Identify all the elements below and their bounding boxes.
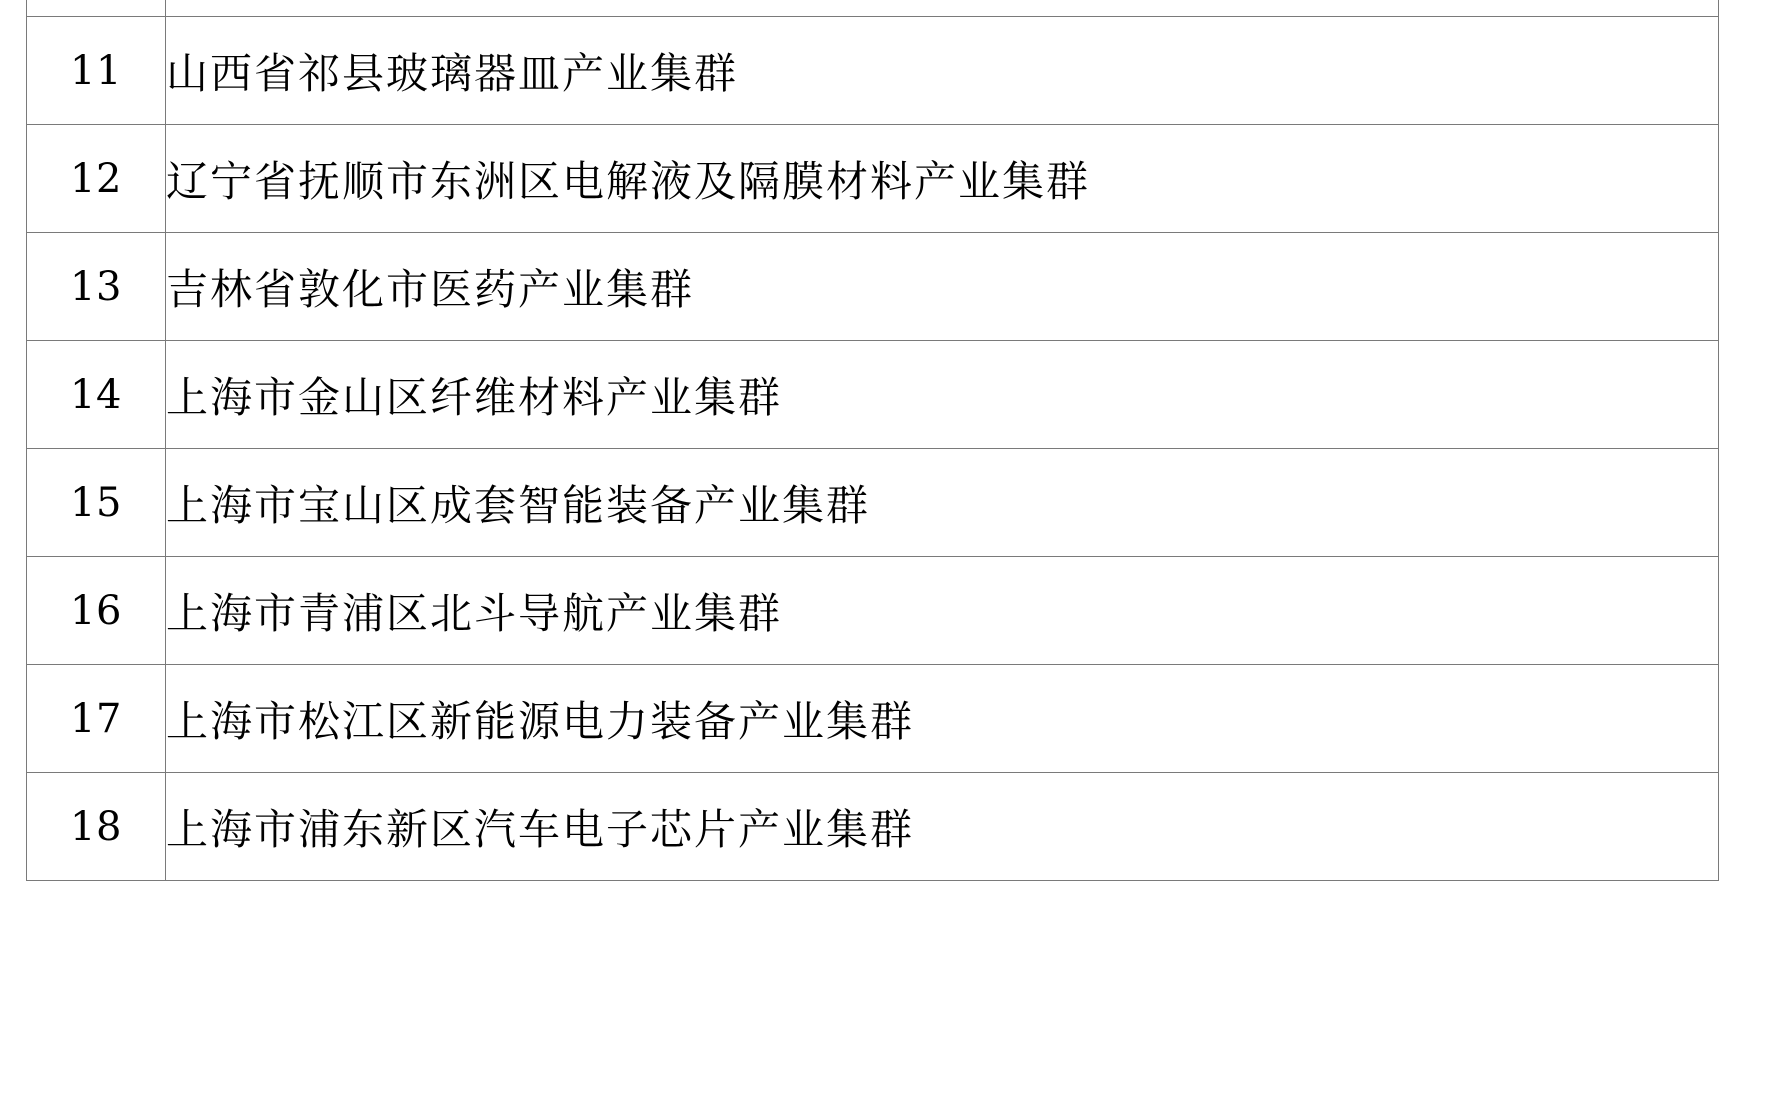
table-row: [27, 125, 1719, 233]
table-row: [27, 449, 1719, 557]
cell-index: 14: [27, 341, 166, 449]
table-container: [26, 0, 1718, 881]
table-row: [27, 665, 1719, 773]
cell-name: 上海市浦东新区汽车电子芯片产业集群: [166, 773, 1719, 881]
cell-name: 上海市金山区纤维材料产业集群: [166, 341, 1719, 449]
cell-name: 辽宁省抚顺市东洲区电解液及隔膜材料产业集群: [166, 125, 1719, 233]
table-row: [27, 17, 1719, 125]
table-row: [27, 557, 1719, 665]
table-row: [27, 233, 1719, 341]
cell-index: 11: [27, 17, 166, 125]
industrial-cluster-table: [26, 0, 1719, 881]
cell-index: 16: [27, 557, 166, 665]
cell-index: 12: [27, 125, 166, 233]
cell-name: 上海市松江区新能源电力装备产业集群: [166, 665, 1719, 773]
table-row: [27, 773, 1719, 881]
cell-name: 山西省祁县玻璃器皿产业集群: [166, 17, 1719, 125]
cell-index-partial: [27, 0, 166, 17]
cell-name: 吉林省敦化市医药产业集群: [166, 233, 1719, 341]
table-body: [27, 0, 1719, 881]
cell-name: 上海市宝山区成套智能装备产业集群: [166, 449, 1719, 557]
cell-index: 15: [27, 449, 166, 557]
cell-index: 18: [27, 773, 166, 881]
cell-index: 17: [27, 665, 166, 773]
cell-index: 13: [27, 233, 166, 341]
table-row: [27, 341, 1719, 449]
cell-name: 上海市青浦区北斗导航产业集群: [166, 557, 1719, 665]
table-row-partial-top: [27, 0, 1719, 17]
cell-name-partial: [166, 0, 1719, 17]
